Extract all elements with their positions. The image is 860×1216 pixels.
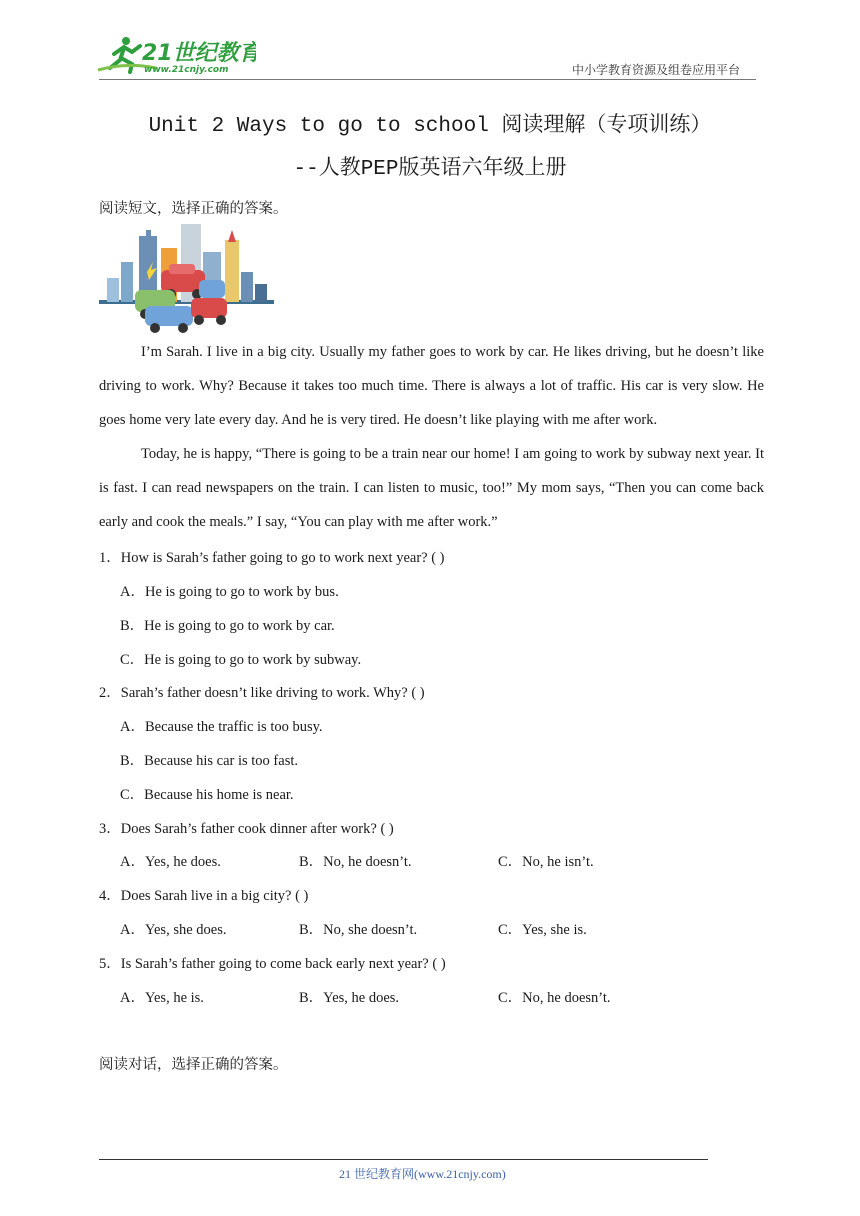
q5-option-b: B．Yes, he does. <box>299 990 400 1006</box>
page-title: Unit 2 Ways to go to school 阅读理解（专项训练） <box>148 115 712 138</box>
q2-option-c: C．Because his home is near. <box>120 787 294 803</box>
passage-paragraph-2: Today, he is happy, “There is going to be a train near our home! I am going to work by subway next year. It is fast. I can read newspapers on the train. I can listen to music, too!” My mom says, “Then you can come back early and cook the meals.” I say, “You can play with me after work.” <box>99 446 764 530</box>
q2-option-b: B．Because his car is too fast. <box>120 753 298 769</box>
q1-option-a: A．He is going to go to work by bus. <box>120 584 339 600</box>
section1-instruction: 阅读短文，选择正确的答案。 <box>99 201 288 217</box>
q3-option-b: B．No, he doesn’t. <box>299 854 412 870</box>
q2-option-a: A．Because the traffic is too busy. <box>120 719 323 735</box>
question-3: 3．Does Sarah’s father cook dinner after work? ( ) <box>99 821 394 837</box>
q3-option-c: C．No, he isn’t. <box>498 854 594 870</box>
site-logo <box>96 34 256 76</box>
q4-option-a: A．Yes, she does. <box>120 922 227 938</box>
q5-option-a: A．Yes, he is. <box>120 990 204 1006</box>
page-subtitle: --人教PEP版英语六年级上册 <box>293 158 567 181</box>
question-1: 1．How is Sarah’s father going to go to work next year? ( ) <box>99 550 445 566</box>
footer-link[interactable]: 21 世纪教育网(www.21cnjy.com) <box>339 1167 506 1181</box>
reading-passage <box>99 335 764 539</box>
q3-option-a: A．Yes, he does. <box>120 854 221 870</box>
question-4: 4．Does Sarah live in a big city? ( ) <box>99 888 309 904</box>
q4-option-c: C．Yes, she is. <box>498 922 587 938</box>
city-traffic-illustration <box>99 222 274 334</box>
passage-paragraph-1: I’m Sarah. I live in a big city. Usually my father goes to work by car. He likes driving, but he doesn’t like driving to work. Why? Because it takes too much time. There is always a lot of traffic. His car is very slow. He goes home very late every day. And he is very tired. He doesn’t like playing with me after work. <box>99 344 764 428</box>
question-5: 5．Is Sarah’s father going to come back early next year? ( ) <box>99 956 446 972</box>
footer-divider <box>99 1159 708 1160</box>
svg-text:21世纪教育: 21世纪教育 <box>142 41 256 66</box>
header-divider <box>99 79 756 80</box>
q4-option-b: B．No, she doesn’t. <box>299 922 418 938</box>
platform-label: 中小学教育资源及组卷应用平台 <box>572 63 741 77</box>
question-2: 2．Sarah’s father doesn’t like driving to work. Why? ( ) <box>99 685 425 701</box>
q1-option-c: C．He is going to go to work by subway. <box>120 652 362 668</box>
q1-option-b: B．He is going to go to work by car. <box>120 618 335 634</box>
q5-option-c: C．No, he doesn’t. <box>498 990 611 1006</box>
svg-text:www.21cnjy.com: www.21cnjy.com <box>144 65 229 75</box>
section2-instruction: 阅读对话，选择正确的答案。 <box>99 1057 288 1073</box>
